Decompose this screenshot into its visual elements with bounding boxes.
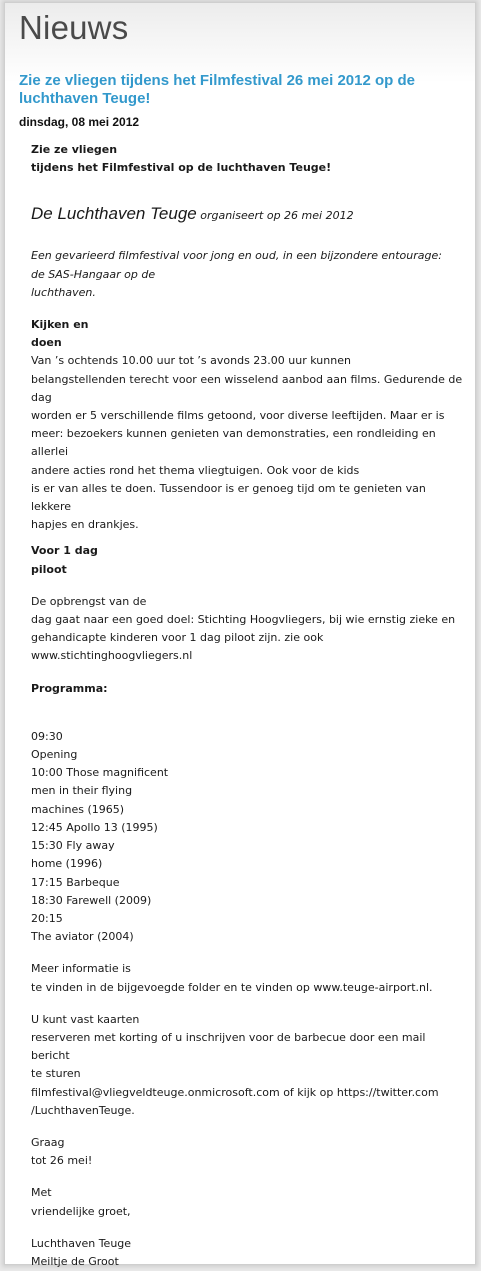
tagline-line: Een gevarieerd filmfestival voor jong en oud, in een bijzondere entourage:	[31, 249, 442, 263]
article-date: dinsdag, 08 mei 2012	[19, 115, 140, 129]
program-heading: Programma:	[31, 681, 108, 695]
section-heading: Voor 1 dag	[31, 544, 98, 558]
text-line: reserveren met korting of u inschrijven voor de barbecue door een mail bericht	[31, 1030, 426, 1063]
text-line: belangstellenden terecht voor een wisselend aanbod aan films. Gedurende de	[31, 372, 463, 386]
text-line: Van ’s ochtends 10.00 uur tot ’s avonds 23.00 uur kunnen	[31, 354, 351, 368]
text-line: meer: bezoekers kunnen genieten van demonstraties, een rondleiding en allerlei	[31, 427, 436, 459]
section-heading: piloot	[31, 562, 67, 576]
program-line: 10:00 Those magnificent	[31, 766, 169, 780]
text-line: Met	[31, 1186, 52, 1200]
program-line: Opening	[31, 748, 78, 762]
text-line: gehandicapte kinderen voor 1 dag piloot zijn. zie ook	[31, 631, 324, 645]
text-line: dag	[31, 390, 52, 404]
signature-line: Meiltje de Groot	[31, 1254, 119, 1268]
text-line: Graag	[31, 1135, 65, 1149]
intro-line: Zie ze vliegen	[31, 143, 118, 156]
text-line: De opbrengst van de	[31, 594, 147, 608]
page-title: Nieuws	[19, 9, 129, 46]
program-line: men in their flying	[31, 784, 133, 798]
info-link-line[interactable]: te vinden in de bijgevoegde folder en te vinden op www.teuge-airport.nl.	[31, 980, 433, 994]
program-line: 17:15 Barbeque	[31, 875, 120, 889]
lead-paragraph	[31, 203, 465, 227]
program-line: 12:45 Apollo 13 (1995)	[31, 820, 158, 834]
text-line: worden er 5 verschillende films getoond, voor diverse leeftijden. Maar er is	[31, 409, 445, 423]
program-line: 09:30	[31, 729, 63, 743]
tagline-line: de SAS-Hangaar op de	[31, 267, 156, 281]
text-line: Meer informatie is	[31, 962, 131, 976]
text-line: U kunt vast kaarten	[31, 1012, 140, 1026]
program-line: 20:15	[31, 911, 63, 925]
text-line: tot 26 mei!	[31, 1154, 93, 1168]
signature-line: Luchthaven Teuge	[31, 1236, 132, 1250]
text-line: vriendelijke groet,	[31, 1204, 131, 1218]
text-line: dag gaat naar een goed doel: Stichting Hoogvliegers, bij wie ernstig zieke en	[31, 613, 456, 627]
program-line: home (1996)	[31, 857, 103, 871]
article-title-link[interactable]: Zie ze vliegen tijdens het Filmfestival 26 mei 2012 op de luchthaven Teuge!	[19, 72, 415, 107]
lead-big-text: De Luchthaven Teuge	[31, 204, 197, 224]
program-line: machines (1965)	[31, 802, 125, 816]
text-line: te sturen	[31, 1067, 81, 1081]
program-line: 18:30 Farewell (2009)	[31, 893, 152, 907]
tagline-line: luchthaven.	[31, 285, 96, 299]
intro-line: tijdens het Filmfestival op de luchthaven Teuge!	[31, 161, 332, 175]
twitter-link-line[interactable]: /LuchthavenTeuge.	[31, 1103, 135, 1117]
lead-small-text: organiseert op 26 mei 2012	[196, 209, 354, 223]
program-line: The aviator (2004)	[31, 930, 134, 944]
article-body	[31, 141, 465, 1271]
section-heading: Kijken en	[31, 318, 89, 332]
text-line: andere acties rond het thema vliegtuigen. Ook voor de kids	[31, 463, 360, 477]
stichting-link[interactable]: www.stichtinghoogvliegers.nl	[31, 649, 193, 663]
section-heading: doen	[31, 336, 62, 350]
text-line: hapjes en drankjes.	[31, 518, 139, 532]
news-panel	[4, 2, 476, 1268]
email-link-line[interactable]: filmfestival@vliegveldteuge.onmicrosoft.com of kijk op https://twitter.com	[31, 1085, 439, 1099]
text-line: is er van alles te doen. Tussendoor is er genoeg tijd om te genieten van lekkere	[31, 481, 426, 514]
program-line: 15:30 Fly away	[31, 839, 115, 853]
